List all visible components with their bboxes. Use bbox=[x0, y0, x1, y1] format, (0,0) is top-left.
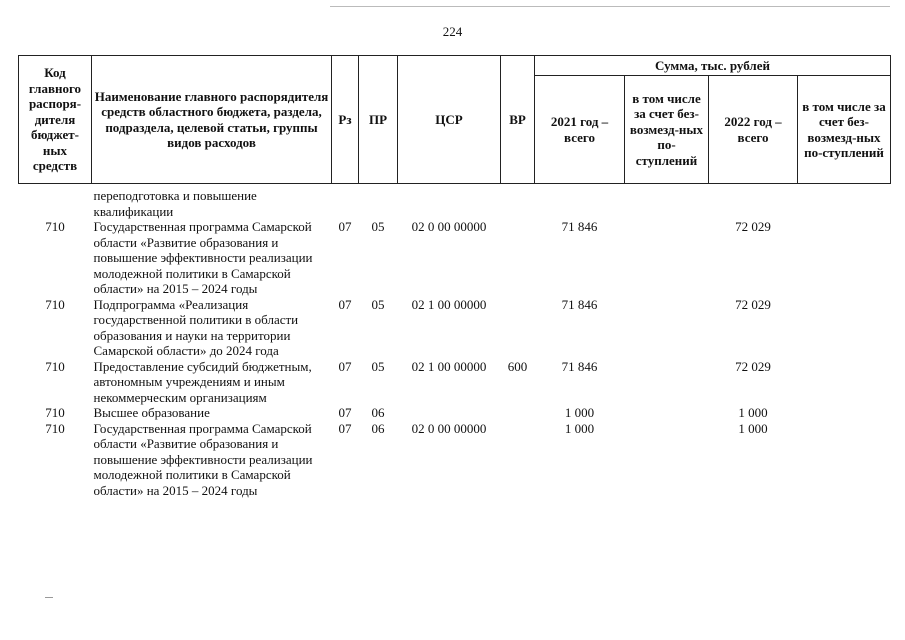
header-2022-total: 2022 год – всего bbox=[709, 76, 798, 184]
cell-code: 710 bbox=[45, 405, 65, 420]
cell-rz bbox=[332, 188, 359, 219]
cell-2021-free bbox=[625, 188, 709, 219]
budget-table bbox=[18, 55, 891, 498]
cell-2021-free bbox=[625, 219, 709, 297]
cell-code: 710 bbox=[45, 420, 65, 436]
cell-csr: 02 0 00 00000 bbox=[411, 219, 487, 234]
cell-2022-total: 1 000 bbox=[738, 405, 768, 420]
table-row bbox=[19, 405, 891, 421]
table-row bbox=[19, 188, 891, 219]
table-header bbox=[19, 56, 891, 184]
cell-2021-free bbox=[625, 405, 709, 421]
cell-2022-free bbox=[798, 421, 891, 499]
cell-2022-total: 72 029 bbox=[735, 296, 771, 312]
cell-2021-total: 71 846 bbox=[561, 219, 598, 234]
cell-pr: 05 bbox=[371, 219, 385, 234]
cell-pr: 05 bbox=[371, 296, 385, 312]
cell-2021-free bbox=[625, 359, 709, 406]
cell-name: Высшее образование bbox=[93, 405, 210, 420]
table-row bbox=[19, 359, 891, 406]
table-row bbox=[19, 297, 891, 359]
cell-2022-total: 72 029 bbox=[735, 358, 771, 374]
header-name: Наименование главного распорядителя средств областного бюджета, раздела, подраздела, целевой статьи, группы видов расходов bbox=[92, 56, 332, 184]
cell-code: 710 bbox=[45, 358, 65, 374]
cell-pr bbox=[359, 188, 398, 219]
cell-2022-free bbox=[798, 188, 891, 219]
cell-vr bbox=[501, 219, 535, 297]
cell-2021-total: 1 000 bbox=[564, 420, 595, 436]
cell-2021-total bbox=[535, 188, 625, 219]
cell-2022-free bbox=[798, 405, 891, 421]
cell-2021-total: 1 000 bbox=[564, 405, 595, 420]
header-sum-group: Сумма, тыс. рублей bbox=[535, 56, 891, 76]
header-2021-free: в том числе за счет без-возмезд-ных по-ступлений bbox=[625, 76, 709, 184]
cell-code: 710 bbox=[45, 296, 65, 312]
cell-vr: 600 bbox=[507, 358, 528, 374]
cell-name: Государственная программа Самарской области «Развитие образования и повышение эффективности реализации молодежной политики в Самарской области» на 2015 – 2024 годы bbox=[93, 219, 313, 296]
header-vr: ВР bbox=[501, 56, 535, 184]
cell-pr: 06 bbox=[371, 420, 385, 436]
cell-csr: 02 1 00 00000 bbox=[411, 358, 487, 374]
cell-code bbox=[19, 188, 92, 219]
header-code: Код главного распоря-дителя бюджет-ных средств bbox=[19, 56, 92, 184]
cell-2021-total: 71 846 bbox=[561, 296, 598, 312]
cell-2021-free bbox=[625, 297, 709, 359]
cell-2022-total: 72 029 bbox=[735, 219, 771, 234]
header-csr: ЦСР bbox=[398, 56, 501, 184]
cell-rz: 07 bbox=[338, 358, 352, 374]
cell-csr bbox=[398, 405, 501, 421]
table-body bbox=[19, 184, 891, 499]
cell-csr: 02 0 00 00000 bbox=[411, 420, 487, 436]
header-rz: Рз bbox=[332, 56, 359, 184]
scan-mark bbox=[45, 597, 53, 598]
cell-2022-free bbox=[798, 297, 891, 359]
cell-csr: 02 1 00 00000 bbox=[411, 296, 487, 312]
cell-code: 710 bbox=[45, 219, 65, 234]
cell-rz: 07 bbox=[338, 405, 352, 420]
cell-pr: 06 bbox=[371, 405, 385, 420]
cell-vr bbox=[501, 421, 535, 499]
cell-csr bbox=[398, 188, 501, 219]
cell-2021-total: 71 846 bbox=[561, 358, 598, 374]
header-pr: ПР bbox=[359, 56, 398, 184]
cell-rz: 07 bbox=[338, 420, 352, 436]
cell-name: Предоставление субсидий бюджетным, автономным учреждениям и иным некоммерческим организациям bbox=[93, 358, 312, 405]
cell-vr bbox=[501, 188, 535, 219]
header-2021-total: 2021 год – всего bbox=[535, 76, 625, 184]
cell-2022-total: 1 000 bbox=[738, 420, 768, 436]
table-row bbox=[19, 219, 891, 297]
cell-rz: 07 bbox=[338, 296, 352, 312]
cell-pr: 05 bbox=[371, 358, 385, 374]
cell-vr bbox=[501, 405, 535, 421]
cell-name: Подпрограмма «Реализация государственной политики в области образования и науки на территории Самарской области» до 2024 года bbox=[93, 296, 299, 358]
cell-name: Государственная программа Самарской области «Развитие образования и повышение эффективности реализации молодежной политики в Самарской области» на 2015 – 2024 годы bbox=[93, 420, 313, 498]
table-row bbox=[19, 421, 891, 499]
cell-2022-free bbox=[798, 219, 891, 297]
cell-name: переподготовка и повышение квалификации bbox=[93, 188, 257, 219]
scan-top-rule bbox=[330, 6, 890, 7]
cell-2022-free bbox=[798, 359, 891, 406]
cell-rz: 07 bbox=[338, 219, 352, 234]
cell-vr bbox=[501, 297, 535, 359]
page-number: 224 bbox=[442, 24, 463, 39]
cell-2021-free bbox=[625, 421, 709, 499]
header-2022-free: в том числе за счет без-возмезд-ных по-ступлений bbox=[798, 76, 891, 184]
cell-2022-total bbox=[709, 188, 798, 219]
